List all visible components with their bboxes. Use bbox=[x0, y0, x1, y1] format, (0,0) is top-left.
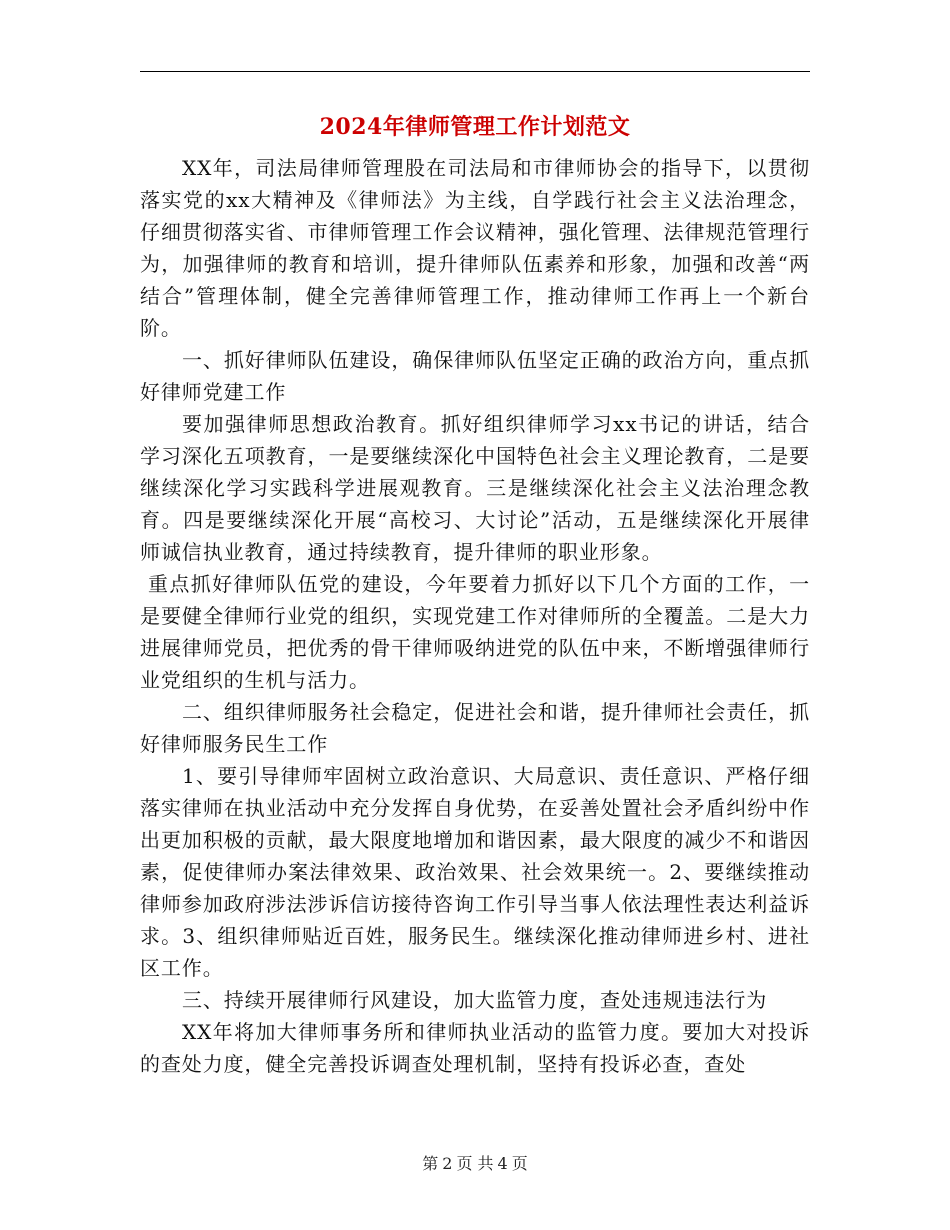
document-title: 2024年律师管理工作计划范文 bbox=[319, 114, 631, 140]
section-heading-3: 三、持续开展律师行风建设，加大监管力度，查处违规违法行为 bbox=[182, 988, 768, 1012]
footer-middle: 页 共 bbox=[456, 1154, 494, 1173]
footer-current-page: 2 bbox=[442, 1154, 453, 1173]
header-rule bbox=[140, 71, 810, 72]
document-body bbox=[140, 152, 810, 1080]
paragraph-political-education: 要加强律师思想政治教育。抓好组织律师学习xx书记的讲话，结合学习深化五项教育，一是要继续深化中国特色社会主义理论教育，二是要继续深化学习实践科学进展观教育。三是继续深化社会主义法治理念教育。四是要继续深化开展“高校习、大讨论”活动，五是继续深化开展律师诚信执业教育，通过持续教育，提升律师的职业形象。 bbox=[140, 412, 810, 564]
footer-suffix: 页 bbox=[511, 1154, 528, 1173]
footer-prefix: 第 bbox=[422, 1154, 439, 1173]
paragraph-supervision: XX年将加大律师事务所和律师执业活动的监管力度。要加大对投诉的查处力度，健全完善投诉调查处理机制，坚持有投诉必查，查处 bbox=[140, 1020, 810, 1076]
section-heading-1: 一、抓好律师队伍建设，确保律师队伍坚定正确的政治方向，重点抓好律师党建工作 bbox=[140, 348, 810, 404]
paragraph-party-building: 重点抓好律师队伍党的建设，今年要着力抓好以下几个方面的工作，一是要健全律师行业党的组织，实现党建工作对律师所的全覆盖。二是大力进展律师党员，把优秀的骨干律师吸纳进党的队伍中来，不断增强律师行业党组织的生机与活力。 bbox=[140, 572, 810, 692]
footer-total-pages: 4 bbox=[497, 1154, 508, 1173]
paragraph-social-service: 1、要引导律师牢固树立政治意识、大局意识、责任意识、严格仔细落实律师在执业活动中充分发挥自身优势，在妥善处置社会矛盾纠纷中作出更加积极的贡献，最大限度地增加和谐因素，最大限度的减少不和谐因素，促使律师办案法律效果、政治效果、社会效果统一。2、要继续推动律师参加政府涉法涉诉信访接待咨询工作引导当事人依法理性表达利益诉求。3、组织律师贴近百姓，服务民生。继续深化推动律师进乡村、进社区工作。 bbox=[140, 764, 810, 980]
paragraph-intro: XX年，司法局律师管理股在司法局和市律师协会的指导下，以贯彻落实党的xx大精神及《律师法》为主线，自学践行社会主义法治理念，仔细贯彻落实省、市律师管理工作会议精神，强化管理、法律规范管理行为，加强律师的教育和培训，提升律师队伍素养和形象，加强和改善“两结合”管理体制，健全完善律师管理工作，推动律师工作再上一个新台阶。 bbox=[140, 156, 810, 340]
section-heading-2: 二、组织律师服务社会稳定，促进社会和谐，提升律师社会责任，抓好律师服务民生工作 bbox=[140, 700, 810, 756]
page-footer bbox=[0, 1153, 950, 1175]
